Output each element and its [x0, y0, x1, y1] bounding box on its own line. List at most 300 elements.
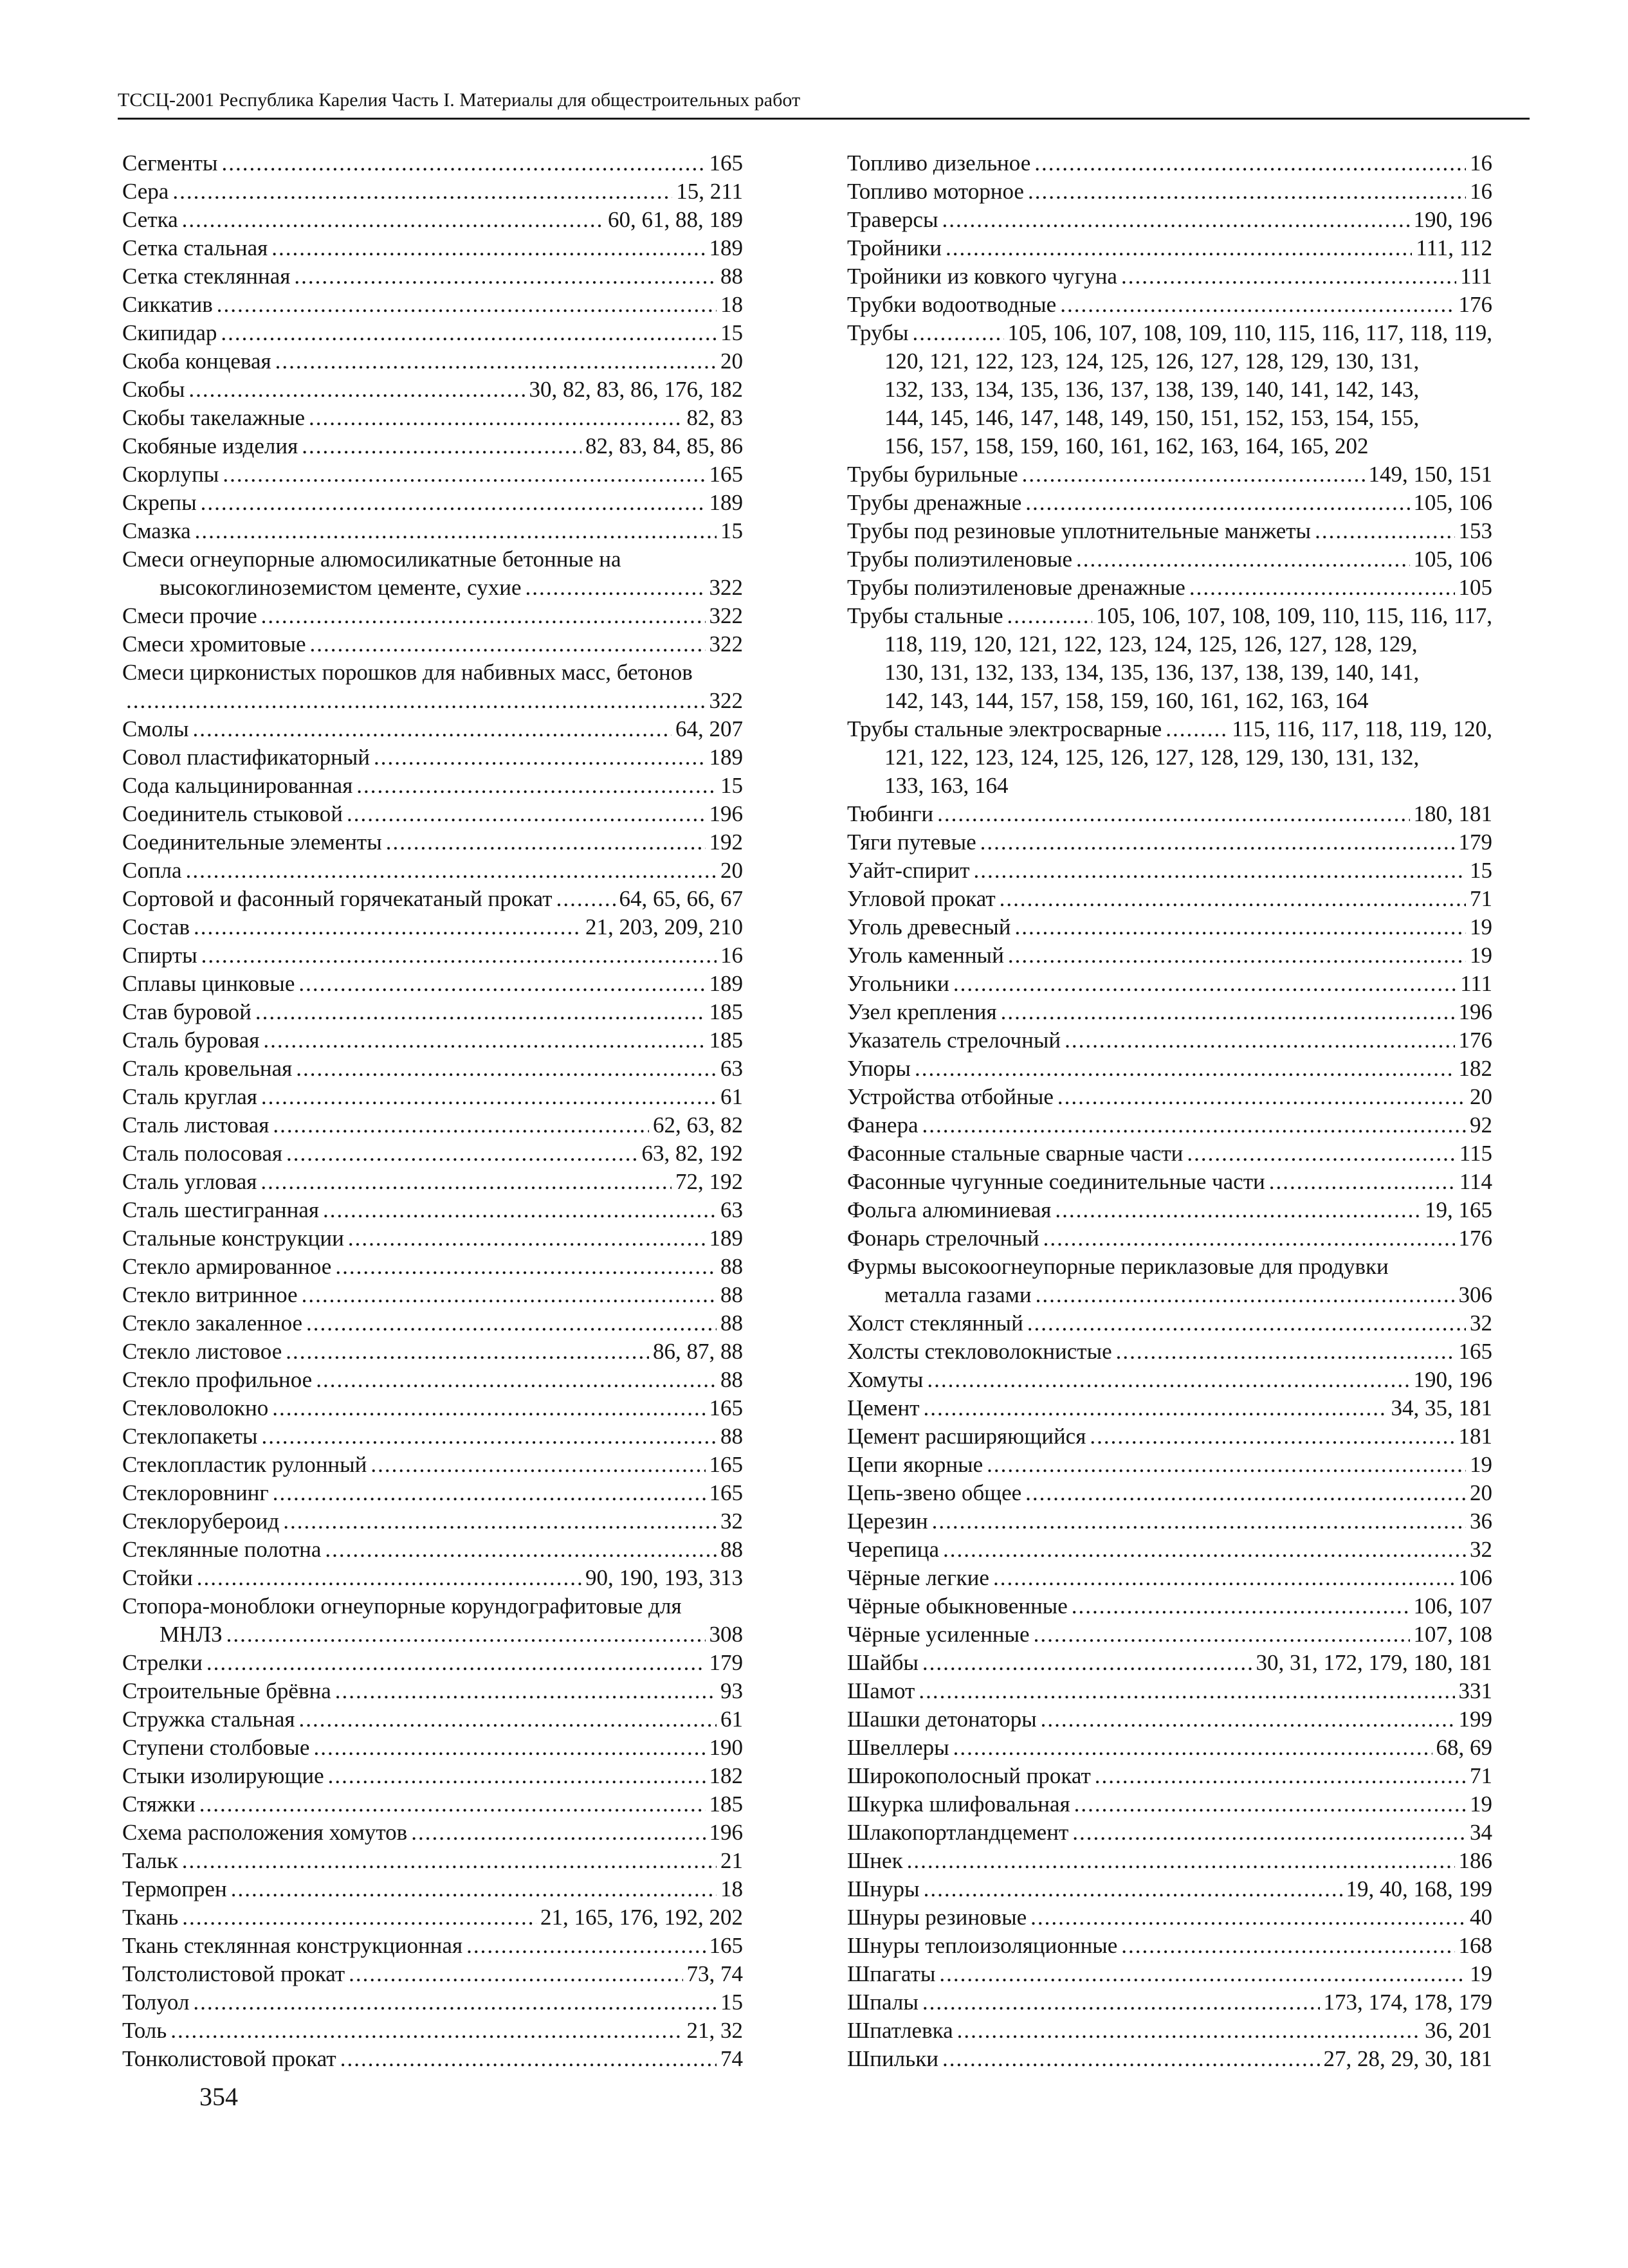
index-entry-line: [122, 347, 743, 376]
index-page-refs: 165: [709, 462, 743, 487]
index-page-refs: 19: [1470, 943, 1492, 968]
index-term: Шпагаты: [847, 1961, 936, 1986]
index-entry-line: [847, 1309, 1492, 1338]
index-entry-line: [847, 1536, 1492, 1564]
index-entry: [122, 828, 743, 857]
index-page-refs: 180, 181: [1413, 801, 1492, 826]
index-page-refs: 153: [1458, 518, 1492, 543]
index-entry-line: [122, 1819, 743, 1847]
index-entry: [847, 262, 1492, 291]
index-page-refs: 111: [1460, 264, 1492, 289]
dot-leader: [194, 913, 581, 941]
index-entry-line: [847, 857, 1492, 885]
dot-leader: [272, 1394, 705, 1422]
index-entry: [122, 1705, 743, 1734]
index-term: Сталь шестигранная: [122, 1197, 320, 1222]
index-term: Сода кальцинированная: [122, 773, 353, 798]
index-entry: [847, 941, 1492, 970]
index-term: Топливо дизельное: [847, 150, 1031, 176]
index-entry-line: [122, 658, 743, 687]
index-term: Смеси хромитовые: [122, 631, 306, 657]
dot-leader: [937, 800, 1409, 828]
index-term: Холст стеклянный: [847, 1311, 1023, 1336]
index-term: Сетка стеклянная: [122, 264, 291, 289]
index-term: Чёрные легкие: [847, 1565, 989, 1590]
index-term: Шнуры резиновые: [847, 1905, 1027, 1930]
index-page-refs: 190, 196: [1413, 1367, 1492, 1392]
index-page-refs: 176: [1458, 1226, 1492, 1251]
dot-leader: [1121, 1932, 1454, 1960]
index-page-refs: 176: [1458, 1028, 1492, 1053]
index-term: Ткань стеклянная конструкционная: [122, 1933, 463, 1958]
index-entry: [847, 800, 1492, 828]
dot-leader: [942, 2045, 1320, 2073]
dot-leader: [1315, 517, 1454, 545]
dot-leader: [348, 1224, 706, 1253]
index-entry: [122, 1932, 743, 1960]
index-page-refs: 21, 32: [686, 2018, 743, 2043]
index-page-refs: 15, 211: [676, 179, 743, 204]
index-page-refs: 308: [709, 1622, 743, 1647]
index-page-refs: 32: [1470, 1537, 1492, 1562]
index-entry-line: [847, 885, 1492, 913]
index-entry: [847, 1564, 1492, 1592]
index-term: 130, 131, 132, 133, 134, 135, 136, 137, 138, 139, 140, 141,: [884, 660, 1420, 685]
index-entry: [847, 1734, 1492, 1762]
index-term: Угольники: [847, 971, 949, 996]
index-term: 133, 163, 164: [884, 773, 1009, 798]
index-term: Сплавы цинковые: [122, 971, 295, 996]
dot-leader: [217, 291, 717, 319]
dot-leader: [126, 687, 706, 715]
index-term: Трубы стальные электросварные: [847, 716, 1162, 741]
index-entry-line: [847, 1705, 1492, 1734]
index-page-refs: 192: [709, 830, 743, 855]
index-term: Фольга алюминиевая: [847, 1197, 1052, 1222]
index-page-refs: 306: [1458, 1282, 1492, 1307]
index-entry: [122, 602, 743, 630]
dot-leader: [170, 2017, 682, 2045]
index-term: Угловой прокат: [847, 886, 996, 911]
index-term: Стальные конструкции: [122, 1226, 344, 1251]
index-term: Стекловолокно: [122, 1395, 269, 1420]
index-entry: [847, 1620, 1492, 1649]
index-entry-line: [847, 376, 1492, 404]
index-entry-line: [122, 1960, 743, 1988]
index-page-refs: 34: [1470, 1820, 1492, 1845]
index-entry-line: [122, 574, 743, 602]
index-entry-line: [122, 1394, 743, 1422]
index-entry-line: [122, 1932, 743, 1960]
dot-leader: [1007, 602, 1092, 630]
index-entry-line: [847, 1394, 1492, 1422]
index-entry-line: [847, 2017, 1492, 2045]
index-entry: [847, 1649, 1492, 1677]
index-term: Чёрные обыкновенные: [847, 1593, 1068, 1619]
dot-leader: [299, 1705, 717, 1734]
dot-leader: [1090, 1422, 1454, 1451]
index-entry-line: [122, 857, 743, 885]
index-term: Скобы такелажные: [122, 405, 306, 430]
index-entry-line: [847, 602, 1492, 630]
index-page-refs: 64, 65, 66, 67: [619, 886, 743, 911]
index-term: Сопла: [122, 858, 182, 883]
index-entry-line: [847, 545, 1492, 574]
index-entry: [122, 658, 743, 715]
index-entry: [847, 1168, 1492, 1196]
index-page-refs: 20: [720, 349, 743, 374]
dot-leader: [1027, 1309, 1466, 1338]
index-entry-line: [122, 1903, 743, 1932]
index-term: Скобы: [122, 377, 185, 402]
dot-leader: [957, 2017, 1421, 2045]
index-term: Смеси прочие: [122, 603, 257, 628]
dot-leader: [1036, 1281, 1455, 1309]
index-page-refs: 15: [1470, 858, 1492, 883]
index-entry-line: [847, 941, 1492, 970]
index-entry: [122, 460, 743, 489]
index-term: Сталь полосовая: [122, 1141, 282, 1166]
index-page-refs: 82, 83, 84, 85, 86: [585, 433, 743, 458]
dot-leader: [374, 743, 706, 772]
index-term: Фасонные чугунные соединительные части: [847, 1169, 1265, 1194]
index-term: Швеллеры: [847, 1735, 949, 1760]
index-entry: [122, 1281, 743, 1309]
index-entry-line: [847, 149, 1492, 177]
index-page-refs: 30, 31, 172, 179, 180, 181: [1256, 1650, 1492, 1675]
index-term: 118, 119, 120, 121, 122, 123, 124, 125, 126, 127, 128, 129,: [884, 631, 1418, 657]
dot-leader: [294, 262, 717, 291]
index-page-refs: 189: [709, 490, 743, 515]
index-page-refs: 105, 106, 107, 108, 109, 110, 115, 116, 117,: [1095, 603, 1492, 628]
dot-leader: [922, 1988, 1320, 2017]
index-page-refs: 165: [1458, 1339, 1492, 1364]
index-entry-line: [847, 206, 1492, 234]
index-entry-line: [847, 1677, 1492, 1705]
index-term: 144, 145, 146, 147, 148, 149, 150, 151, 152, 153, 154, 155,: [884, 405, 1420, 430]
dot-leader: [1065, 1026, 1454, 1055]
index-entry-line: [847, 517, 1492, 545]
index-entry-line: [847, 630, 1492, 658]
index-page-refs: 63: [720, 1197, 743, 1222]
index-entry-line: [122, 517, 743, 545]
dot-leader: [1055, 1196, 1421, 1224]
index-entry-line: [847, 772, 1492, 800]
index-page-refs: 331: [1458, 1678, 1492, 1703]
index-term: Стекло закаленное: [122, 1311, 303, 1336]
index-page-refs: 32: [1470, 1311, 1492, 1336]
index-page-refs: 105: [1458, 575, 1492, 600]
dot-leader: [1095, 1762, 1466, 1790]
dot-leader: [1001, 998, 1455, 1026]
index-entry: [847, 1139, 1492, 1168]
index-entry-line: [122, 291, 743, 319]
index-term: Трубы дренажные: [847, 490, 1022, 515]
index-page-refs: 93: [720, 1678, 743, 1703]
dot-leader: [261, 602, 706, 630]
index-term: Трубы под резиновые уплотнительные манжеты: [847, 518, 1312, 543]
index-entry: [847, 291, 1492, 319]
dot-leader: [199, 1790, 706, 1819]
dot-leader: [1041, 1705, 1455, 1734]
index-entry: [122, 1309, 743, 1338]
index-page-refs: 88: [720, 264, 743, 289]
index-page-refs: 88: [720, 1254, 743, 1279]
index-entry: [847, 206, 1492, 234]
index-entry: [122, 1253, 743, 1281]
index-page-refs: 15: [720, 320, 743, 345]
index-entry-line: [122, 998, 743, 1026]
index-entry-line: [847, 1620, 1492, 1649]
index-entry-line: [847, 1168, 1492, 1196]
dot-leader: [349, 1960, 682, 1988]
index-term: Тальк: [122, 1848, 178, 1873]
dot-leader: [1074, 1790, 1466, 1819]
index-term: Устройства отбойные: [847, 1084, 1054, 1109]
index-page-refs: 32: [720, 1509, 743, 1534]
index-entry-line: [847, 1366, 1492, 1394]
index-term: 121, 122, 123, 124, 125, 126, 127, 128, 129, 130, 131, 132,: [884, 745, 1420, 770]
index-term: Стружка стальная: [122, 1707, 295, 1732]
index-term: Тяги путевые: [847, 830, 976, 855]
dot-leader: [201, 489, 706, 517]
index-entry: [122, 1960, 743, 1988]
index-entry: [122, 347, 743, 376]
index-entry-line: [122, 206, 743, 234]
index-page-refs: 21, 203, 209, 210: [585, 914, 743, 939]
index-page-refs: 106, 107: [1413, 1593, 1492, 1619]
index-entry: [847, 460, 1492, 489]
index-entry: [847, 1875, 1492, 1903]
index-entry: [847, 715, 1492, 800]
index-term: Схема расположения хомутов: [122, 1820, 408, 1845]
index-entry: [847, 234, 1492, 262]
index-entry-line: [122, 319, 743, 347]
index-page-refs: 15: [720, 518, 743, 543]
index-term: Сортовой и фасонный горячекатаный прокат: [122, 886, 553, 911]
index-entry: [122, 1422, 743, 1451]
index-page-refs: 71: [1470, 886, 1492, 911]
index-term: Соединительные элементы: [122, 830, 382, 855]
index-entry-line: [847, 574, 1492, 602]
dot-leader: [261, 1083, 717, 1111]
index-entry-line: [847, 1875, 1492, 1903]
index-term: Стекло листовое: [122, 1339, 282, 1364]
index-entry: [122, 1083, 743, 1111]
index-entry-line: [847, 913, 1492, 941]
dot-leader: [1034, 149, 1466, 177]
dot-leader: [924, 1394, 1387, 1422]
index-term: Сталь круглая: [122, 1084, 257, 1109]
index-entry-line: [847, 1451, 1492, 1479]
index-term: Цемент: [847, 1395, 920, 1420]
index-entry-line: [122, 376, 743, 404]
index-entry: [847, 1422, 1492, 1451]
index-page-refs: 181: [1458, 1424, 1492, 1449]
index-entry-line: [847, 460, 1492, 489]
index-page-refs: 88: [720, 1311, 743, 1336]
index-entry-line: [122, 2045, 743, 2073]
index-entry-line: [122, 1422, 743, 1451]
index-term: Стопора-моноблоки огнеупорные корундографитовые для: [122, 1593, 682, 1619]
dot-leader: [261, 1422, 717, 1451]
index-term: Став буровой: [122, 999, 252, 1024]
index-page-refs: 60, 61, 88, 189: [608, 207, 743, 232]
index-entry-line: [122, 1564, 743, 1592]
index-entry: [122, 1903, 743, 1932]
index-term: Стеклопластик рулонный: [122, 1452, 367, 1477]
index-entry: [847, 1224, 1492, 1253]
index-entry: [122, 1196, 743, 1224]
index-term: Стеклорубероид: [122, 1509, 280, 1534]
index-entry: [122, 489, 743, 517]
index-entry: [847, 1055, 1492, 1083]
index-entry-line: [847, 1819, 1492, 1847]
index-entry: [847, 885, 1492, 913]
index-entry-line: [847, 658, 1492, 687]
index-term: Шпатлевка: [847, 2018, 953, 2043]
index-entry-line: [847, 1932, 1492, 1960]
dot-leader: [922, 1649, 1252, 1677]
index-term: металла газами: [884, 1282, 1032, 1307]
index-entry: [847, 998, 1492, 1026]
index-entry: [122, 970, 743, 998]
index-term: 132, 133, 134, 135, 136, 137, 138, 139, 140, 141, 142, 143,: [884, 377, 1420, 402]
index-entry: [122, 1026, 743, 1055]
index-entry-line: [847, 291, 1492, 319]
index-entry: [847, 1677, 1492, 1705]
index-term: Церезин: [847, 1509, 928, 1534]
index-term: Стеклопакеты: [122, 1424, 258, 1449]
index-entry: [122, 432, 743, 460]
index-entry: [122, 1111, 743, 1139]
index-entry-line: [122, 1083, 743, 1111]
index-page-refs: 63: [720, 1056, 743, 1081]
index-entry-line: [847, 1564, 1492, 1592]
index-page-refs: 182: [1458, 1056, 1492, 1081]
index-entry: [122, 913, 743, 941]
index-entry: [847, 970, 1492, 998]
index-term: Трубы: [847, 320, 909, 345]
index-entry-line: [122, 1507, 743, 1536]
index-term: Траверсы: [847, 207, 938, 232]
index-entry: [122, 1224, 743, 1253]
index-page-refs: 16: [720, 943, 743, 968]
index-entry-line: [122, 262, 743, 291]
index-entry: [122, 772, 743, 800]
index-page-refs: 21: [720, 1848, 743, 1873]
index-entry-line: [847, 489, 1492, 517]
dot-leader: [922, 1111, 1467, 1139]
index-entry: [847, 2017, 1492, 2045]
dot-leader: [275, 347, 717, 376]
index-entry: [847, 1762, 1492, 1790]
index-page-refs: 189: [709, 971, 743, 996]
index-page-refs: 86, 87, 88: [653, 1339, 743, 1364]
index-page-refs: 74: [720, 2046, 743, 2071]
index-entry: [122, 1734, 743, 1762]
index-entry-line: [847, 1847, 1492, 1875]
index-page-refs: 88: [720, 1282, 743, 1307]
index-entry-line: [847, 1338, 1492, 1366]
index-page-refs: 165: [709, 1395, 743, 1420]
index-page-refs: 92: [1470, 1112, 1492, 1138]
index-page-refs: 19, 40, 168, 199: [1346, 1876, 1492, 1901]
index-term: Стеклянные полотна: [122, 1537, 322, 1562]
dot-leader: [993, 1564, 1455, 1592]
dot-leader: [323, 1196, 717, 1224]
dot-leader: [1030, 1903, 1466, 1932]
index-entry: [847, 1111, 1492, 1139]
dot-leader: [942, 206, 1410, 234]
index-entry: [847, 1592, 1492, 1620]
index-entry: [122, 857, 743, 885]
index-entry: [847, 545, 1492, 574]
index-term: Скипидар: [122, 320, 217, 345]
dot-leader: [466, 1932, 705, 1960]
index-entry-line: [122, 913, 743, 941]
index-page-refs: 179: [1458, 830, 1492, 855]
dot-leader: [1057, 1083, 1466, 1111]
index-page-refs: 196: [1458, 999, 1492, 1024]
index-term: Шамот: [847, 1678, 915, 1703]
dot-leader: [927, 1366, 1409, 1394]
dot-leader: [226, 1620, 706, 1649]
index-term: Упоры: [847, 1056, 911, 1081]
index-term: Шкурка шлифовальная: [847, 1792, 1070, 1817]
index-page-refs: 36: [1470, 1509, 1492, 1534]
index-page-refs: 189: [709, 235, 743, 260]
index-entry-line: [122, 2017, 743, 2045]
index-term: Сталь листовая: [122, 1112, 270, 1138]
index-entry-line: [847, 1196, 1492, 1224]
index-entry-line: [122, 489, 743, 517]
index-page-refs: 19: [1470, 914, 1492, 939]
index-entry-line: [847, 1281, 1492, 1309]
index-entry-line: [847, 1111, 1492, 1139]
dot-leader: [556, 885, 616, 913]
index-entry: [847, 177, 1492, 206]
index-entry-line: [122, 630, 743, 658]
index-term: Тонколистовой прокат: [122, 2046, 336, 2071]
dot-leader: [1000, 885, 1466, 913]
dot-leader: [310, 630, 706, 658]
index-page-refs: 115: [1459, 1141, 1492, 1166]
index-page-refs: 196: [709, 801, 743, 826]
index-entry: [122, 234, 743, 262]
dot-leader: [313, 1734, 705, 1762]
dot-leader: [197, 1564, 581, 1592]
dot-leader: [255, 998, 706, 1026]
dot-leader: [188, 376, 525, 404]
index-entry: [847, 1790, 1492, 1819]
dot-leader: [182, 1903, 536, 1932]
index-term: Строительные брёвна: [122, 1678, 331, 1703]
dot-leader: [261, 1168, 672, 1196]
index-entry-line: [847, 1026, 1492, 1055]
index-term: Стекло витринное: [122, 1282, 298, 1307]
index-term: Шпалы: [847, 1990, 919, 2015]
index-entry: [122, 319, 743, 347]
dot-leader: [298, 970, 705, 998]
dot-leader: [231, 1875, 717, 1903]
index-page-refs: 190, 196: [1413, 207, 1492, 232]
index-term: Шнуры: [847, 1876, 920, 1901]
index-entry: [122, 2017, 743, 2045]
index-entry-line: [847, 1649, 1492, 1677]
index-entry: [122, 376, 743, 404]
index-entry: [122, 1507, 743, 1536]
